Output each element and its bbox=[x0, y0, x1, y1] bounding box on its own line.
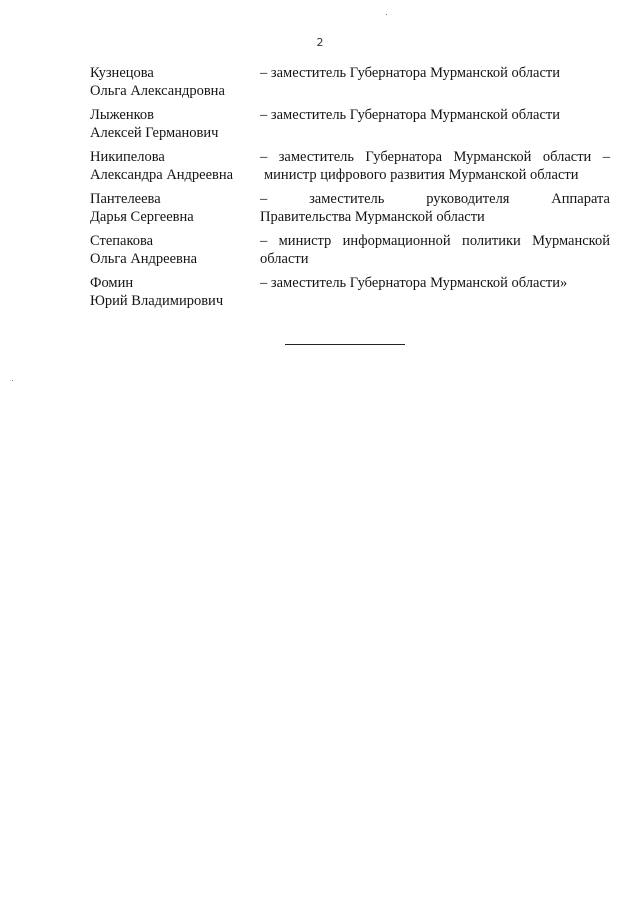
member-name bbox=[90, 274, 260, 310]
member-surname: Степакова bbox=[90, 233, 154, 249]
member-role-line: области bbox=[260, 251, 309, 267]
member-name bbox=[90, 106, 260, 142]
members-list bbox=[90, 64, 610, 316]
member-role-line: министр цифрового развития Мурманской области bbox=[264, 167, 579, 183]
member-role bbox=[260, 274, 610, 310]
list-item bbox=[90, 232, 610, 268]
member-given-name: Юрий Владимирович bbox=[90, 293, 224, 309]
member-name bbox=[90, 232, 260, 268]
member-given-name: Алексей Германович bbox=[90, 125, 219, 141]
member-role-line: – заместитель руководителя Аппарата bbox=[260, 191, 610, 207]
member-surname: Пантелеева bbox=[90, 191, 161, 207]
member-surname: Никипелова bbox=[90, 149, 165, 165]
member-role bbox=[260, 232, 610, 268]
member-role-line: – заместитель Губернатора Мурманской области bbox=[260, 107, 561, 123]
member-role bbox=[260, 148, 610, 184]
member-role-line: – заместитель Губернатора Мурманской области» bbox=[260, 275, 568, 291]
member-role-line: – министр информационной политики Мурманской bbox=[260, 233, 610, 249]
list-item bbox=[90, 274, 610, 310]
member-given-name: Ольга Андреевна bbox=[90, 251, 198, 267]
member-given-name: Александра Андреевна bbox=[90, 167, 234, 183]
member-role-line: – заместитель Губернатора Мурманской области bbox=[260, 65, 561, 81]
member-role bbox=[260, 64, 610, 100]
member-name bbox=[90, 190, 260, 226]
member-name bbox=[90, 64, 260, 100]
member-role-line: Правительства Мурманской области bbox=[260, 209, 485, 225]
member-surname: Лыженков bbox=[90, 107, 155, 123]
list-item bbox=[90, 190, 610, 226]
member-surname: Фомин bbox=[90, 275, 134, 291]
scan-speck bbox=[12, 380, 13, 381]
list-item bbox=[90, 64, 610, 100]
member-role bbox=[260, 190, 610, 226]
member-surname: Кузнецова bbox=[90, 65, 154, 81]
list-item bbox=[90, 106, 610, 142]
scan-speck bbox=[386, 14, 387, 15]
member-role-line: – заместитель Губернатора Мурманской области – bbox=[260, 149, 610, 165]
member-given-name: Ольга Александровна bbox=[90, 83, 225, 99]
member-role bbox=[260, 106, 610, 142]
member-name bbox=[90, 148, 260, 184]
list-item bbox=[90, 148, 610, 184]
member-given-name: Дарья Сергеевна bbox=[90, 209, 194, 225]
page-number: 2 bbox=[316, 36, 324, 49]
closing-divider bbox=[285, 344, 405, 345]
